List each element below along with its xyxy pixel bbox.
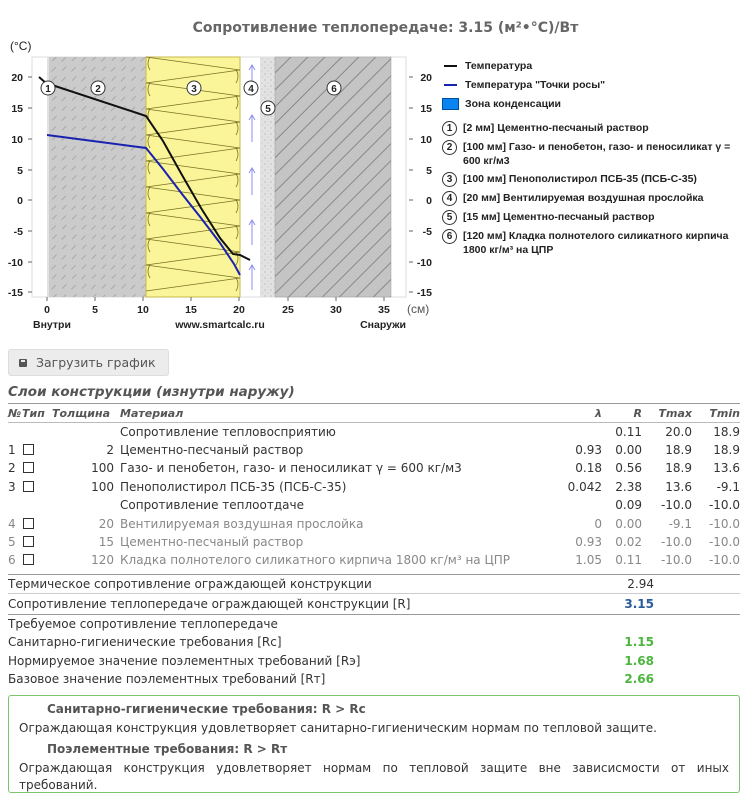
svg-text:0: 0 <box>44 304 50 316</box>
layer-5 <box>260 57 275 297</box>
legend-layer-2: 2 [100 мм] Газо- и пенобетон, газо- и пеносиликат γ = 600 кг/м3 <box>442 140 747 168</box>
svg-text:6: 6 <box>331 84 337 95</box>
svg-text:0: 0 <box>426 195 432 207</box>
svg-text:2: 2 <box>95 84 101 95</box>
circle-5-icon: 5 <box>442 210 457 225</box>
svg-text:1: 1 <box>45 84 51 95</box>
base-requirement-row: Базовое значение поэлементных требований [Rт] 2.66 <box>8 671 654 686</box>
table-header: № Тип Толщина Материал λ R Tmax Tmin <box>8 404 740 423</box>
table-row: 3 100 Пенополистирол ПСБ-35 (ПСБ-С-35) 0.042 2.38 13.6 -9.1 <box>8 479 740 494</box>
circle-3-icon: 3 <box>442 172 457 187</box>
svg-text:10: 10 <box>420 134 432 146</box>
download-chart-button[interactable]: Загрузить график <box>8 349 169 376</box>
layer-checkbox[interactable] <box>23 462 34 473</box>
sanitary-requirement-row: Санитарно-гигиенические требования [Rc] 1.15 <box>8 634 654 649</box>
sanitary-result-text: Ограждающая конструкция удовлетворяет санитарно-гигиеническим нормам по тепловой защите. <box>19 721 657 735</box>
legend-temperature: Температура <box>442 56 747 75</box>
legend-layer-1: 1 [2 мм] Цементно-песчаный раствор <box>442 121 747 136</box>
table-row: 1 2 Цементно-песчаный раствор 0.93 0.00 18.9 18.9 <box>8 443 740 458</box>
svg-text:Внутри: Внутри <box>33 319 71 331</box>
element-result-title: Поэлементные требования: R > Rт <box>47 742 288 756</box>
table-row: Сопротивление тепловосприятию 0.11 20.0 18.9 <box>120 424 740 439</box>
table-row: Сопротивление теплоотдаче 0.09 -10.0 -10.0 <box>120 498 740 513</box>
svg-text:5: 5 <box>265 104 271 115</box>
sanitary-result-title: Санитарно-гигиенические требования: R > Rc <box>47 702 366 716</box>
circle-2-icon: 2 <box>442 140 457 155</box>
element-result-text: Ограждающая конструкция удовлетворяет нормам по тепловой защите вне зависисмости от иных требований. <box>19 761 729 792</box>
svg-text:(°С): (°С) <box>10 39 32 53</box>
svg-text:15: 15 <box>420 103 432 115</box>
layer-checkbox[interactable] <box>23 518 34 529</box>
svg-text:20: 20 <box>11 72 23 84</box>
svg-text:0: 0 <box>17 195 23 207</box>
legend-dew-point: Температура "Точки росы" <box>442 75 747 94</box>
table-row: 5 15 Цементно-песчаный раствор 0.93 0.02 -10.0 -10.0 <box>8 535 740 550</box>
compliance-result-box <box>8 695 740 793</box>
svg-text:20: 20 <box>233 304 245 316</box>
svg-text:5: 5 <box>426 165 432 177</box>
svg-text:20: 20 <box>420 72 432 84</box>
svg-text:Снаружи: Снаружи <box>360 319 406 331</box>
svg-text:(см): (см) <box>407 302 430 316</box>
chart-legend <box>442 56 747 261</box>
circle-4-icon: 4 <box>442 191 457 206</box>
svg-text:35: 35 <box>378 304 390 316</box>
legend-condensation: Зона конденсации <box>442 94 747 113</box>
svg-text:-10: -10 <box>416 257 432 269</box>
svg-text:-5: -5 <box>13 226 23 238</box>
layer-checkbox[interactable] <box>23 444 34 455</box>
layers-table <box>8 403 740 570</box>
required-resistance-title: Требуемое сопротивление теплопередаче <box>8 616 278 631</box>
chart-title: Сопротивление теплопередаче: 3.15 (м²•°С)/Вт <box>192 20 579 36</box>
legend-layer-3: 3 [100 мм] Пенополистирол ПСБ-35 (ПСБ-С-35) <box>442 172 747 187</box>
table-row: 4 20 Вентилируемая воздушная прослойка 0 0.00 -9.1 -10.0 <box>8 516 740 531</box>
svg-text:15: 15 <box>185 304 197 316</box>
svg-text:-10: -10 <box>7 257 23 269</box>
svg-text:5: 5 <box>92 304 98 316</box>
layer-checkbox[interactable] <box>23 536 34 547</box>
table-row: 2 100 Газо- и пенобетон, газо- и пеносиликат γ = 600 кг/м3 0.18 0.56 18.9 13.6 <box>8 461 740 476</box>
table-row: 6 120 Кладка полнотелого силикатного кирпича 1800 кг/м³ на ЦПР 1.05 0.11 -10.0 -10.0 <box>8 553 740 568</box>
blue-box-icon <box>442 98 459 110</box>
normative-requirement-row: Нормируемое значение поэлементных требований [Rэ] 1.68 <box>8 653 654 668</box>
svg-text:4: 4 <box>248 84 254 95</box>
temperature-chart <box>0 30 440 340</box>
legend-layer-6: 6 [120 мм] Кладка полнотелого силикатного кирпича 1800 кг/м³ на ЦПР <box>442 229 747 257</box>
blue-line-icon <box>444 84 457 86</box>
svg-text:10: 10 <box>137 304 149 316</box>
svg-text:-15: -15 <box>416 287 432 299</box>
legend-layer-5: 5 [15 мм] Цементно-песчаный раствор <box>442 210 747 225</box>
black-line-icon <box>444 65 457 67</box>
svg-text:-15: -15 <box>7 287 23 299</box>
legend-layer-4: 4 [20 мм] Вентилируемая воздушная прослойка <box>442 191 747 206</box>
svg-text:5: 5 <box>17 165 23 177</box>
svg-text:3: 3 <box>191 84 197 95</box>
svg-text:30: 30 <box>330 304 342 316</box>
layer-checkbox[interactable] <box>23 554 34 565</box>
heat-transfer-resistance-row: Сопротивление теплопередаче ограждающей конструкции [R] 3.15 <box>8 593 740 615</box>
svg-text:www.smartcalc.ru: www.smartcalc.ru <box>175 319 265 331</box>
circle-6-icon: 6 <box>442 229 457 244</box>
svg-text:25: 25 <box>282 304 294 316</box>
svg-text:-5: -5 <box>422 226 432 238</box>
layers-section-title: Слои конструкции (изнутри наружу) <box>8 384 295 400</box>
layer-checkbox[interactable] <box>23 481 34 492</box>
svg-text:10: 10 <box>11 134 23 146</box>
svg-text:15: 15 <box>11 103 23 115</box>
floppy-disk-icon <box>19 359 27 367</box>
thermal-resistance-row: Термическое сопротивление ограждающей конструкции 2.94 <box>8 574 740 593</box>
circle-1-icon: 1 <box>442 121 457 136</box>
